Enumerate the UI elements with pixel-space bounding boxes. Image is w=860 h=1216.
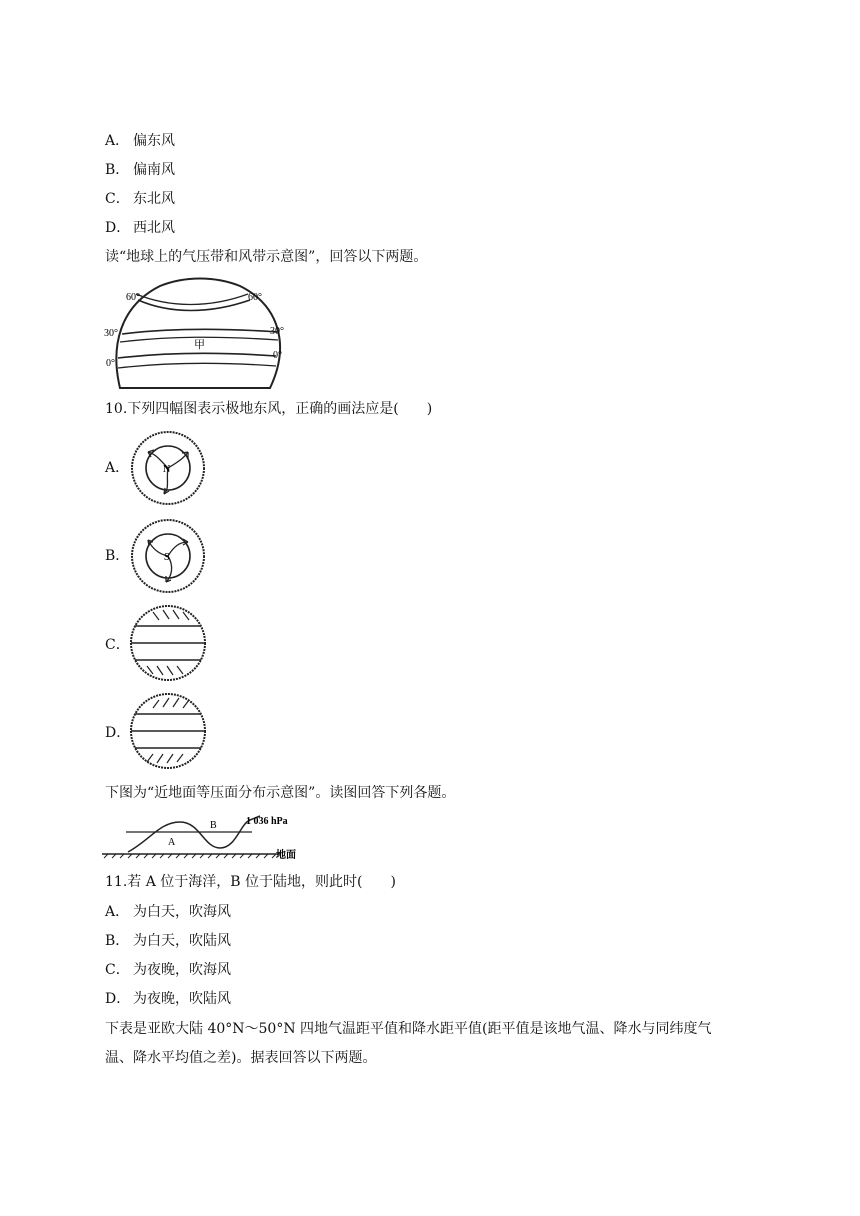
q10-option-d-letter: D． xyxy=(105,725,131,741)
isobar-label-a: A xyxy=(168,837,176,848)
q11-option-d xyxy=(105,989,231,1009)
option-text: 西北风 xyxy=(133,220,175,236)
option-a xyxy=(105,131,175,151)
q10-option-a-letter: A． xyxy=(105,460,130,476)
option-letter: A． xyxy=(105,904,130,920)
lat-30-right: 30° xyxy=(270,326,284,337)
q10-option-b-letter: B． xyxy=(105,548,130,564)
isobar-pressure-label: 1 036 hPa xyxy=(246,816,288,827)
lat-0-left: 0° xyxy=(106,358,115,369)
option-letter: A． xyxy=(105,133,130,149)
q10-stem: 10.下列四幅图表示极地东风，正确的画法应是( ) xyxy=(105,401,433,417)
polar-diagram-s xyxy=(130,518,206,594)
option-letter: D． xyxy=(105,991,131,1007)
isobar-label-b: B xyxy=(210,820,217,831)
option-text: 偏南风 xyxy=(133,162,175,178)
q11-stem: 11.若 A 位于海洋，B 位于陆地，则此时( ) xyxy=(105,874,396,890)
q10-option-c-letter: C． xyxy=(105,637,130,653)
lat-60-left: 60° xyxy=(126,292,140,303)
option-letter: D． xyxy=(105,220,131,236)
intro-isobar: 下图为“近地面等压面分布示意图”。读图回答下列各题。 xyxy=(105,785,456,801)
intro-table-line2: 温、降水平均值之差)。据表回答以下两题。 xyxy=(105,1050,377,1066)
option-text: 偏东风 xyxy=(133,133,175,149)
globe-diagram-c xyxy=(129,604,207,682)
ground-label: 地面 xyxy=(276,850,296,861)
option-text: 为夜晚，吹陆风 xyxy=(133,991,231,1007)
globe-diagram-d xyxy=(129,692,207,770)
lat-0-right: 0° xyxy=(273,350,282,361)
option-letter: C． xyxy=(105,962,130,978)
option-b xyxy=(105,160,175,180)
pressure-belt-diagram xyxy=(100,276,300,390)
option-letter: B． xyxy=(105,162,130,178)
pole-label-n: N xyxy=(163,464,171,475)
intro-pressure-belts: 读“地球上的气压带和风带示意图”，回答以下两题。 xyxy=(105,249,428,265)
label-jia: 甲 xyxy=(194,339,205,351)
option-text: 为白天，吹陆风 xyxy=(133,933,231,949)
option-letter: C． xyxy=(105,191,130,207)
option-text: 为夜晚，吹海风 xyxy=(133,962,231,978)
q11-option-a xyxy=(105,902,231,922)
option-text: 为白天，吹海风 xyxy=(133,904,231,920)
q11-option-b xyxy=(105,931,231,951)
option-text: 东北风 xyxy=(133,191,175,207)
lat-60-right: 60° xyxy=(248,292,262,303)
isobar-diagram xyxy=(100,810,305,864)
option-c xyxy=(105,189,175,209)
intro-table-line1: 下表是亚欧大陆 40°N～50°N 四地气温距平值和降水距平值(距平值是该地气温、降水与同纬度气 xyxy=(105,1021,712,1037)
option-d xyxy=(105,218,175,238)
option-letter: B． xyxy=(105,933,130,949)
lat-30-left: 30° xyxy=(104,328,118,339)
q11-option-c xyxy=(105,960,231,980)
pole-label-s: S xyxy=(164,552,170,563)
polar-diagram-n xyxy=(130,430,206,506)
